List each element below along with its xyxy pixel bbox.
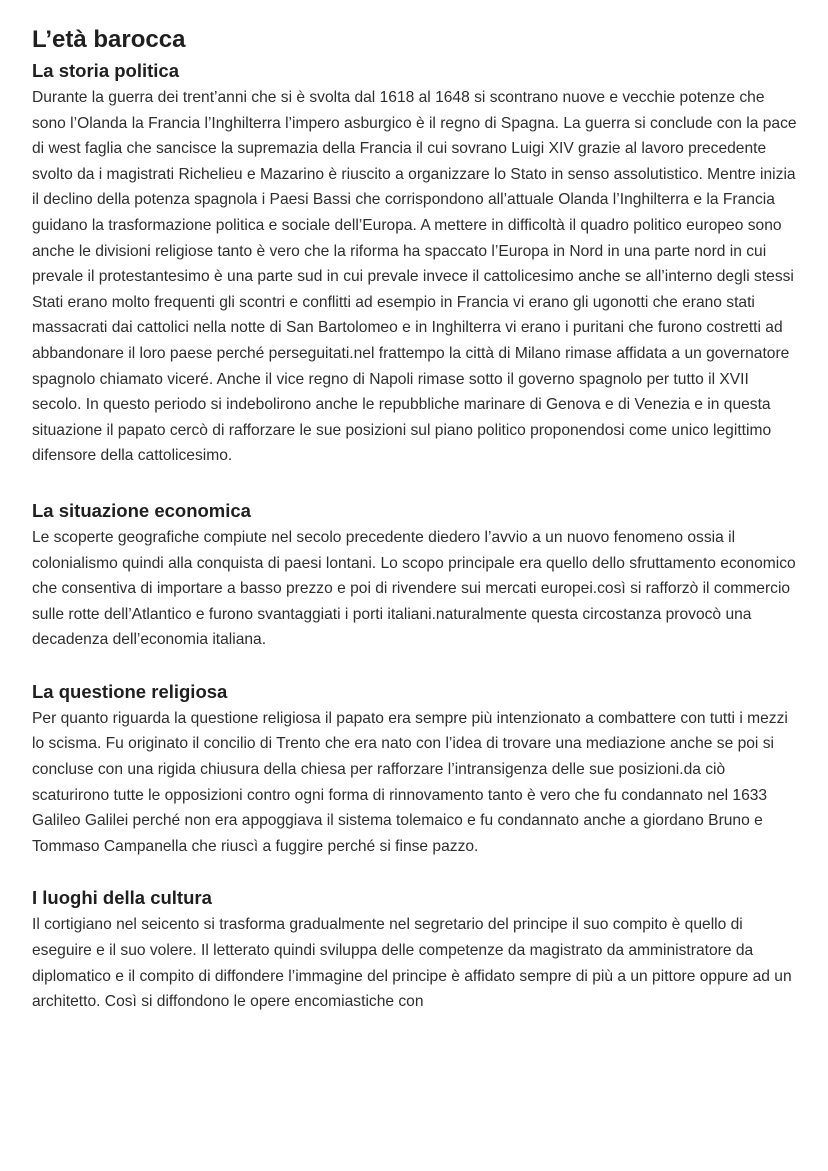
section-paragraph: Durante la guerra dei trent’anni che si è svolta dal 1618 al 1648 si scontrano nuove e vecchie potenze che sono l’Olanda la Francia l’Inghilterra l’impero asburgico è il regno di Spagna. La guerra si conclude con la pace di west faglia che sancisce la supremazia della Francia il cui sovrano Luigi XIV grazie al lavoro precedente svolto da i magistrati Richelieu e Mazarino è riuscito a organizzare lo Stato in senso assolutistico. Mentre inizia il declino della potenza spagnola i Paesi Bassi che corrispondono all’attuale Olanda l’Inghilterra e la Francia guidano la trasformazione politica e sociale dell’Europa. A mettere in difficoltà il quadro politico europeo sono anche le divisioni religiose tanto è vero che la riforma ha spaccato l’Europa in Nord in una parte nord in cui prevale il protestantesimo è una parte sud in cui prevale invece il cattolicesimo anche se all’interno degli stessi Stati erano molto frequenti gli scontri e conflitti ad esempio in Francia vi erano gli ugonotti che erano stati massacrati dai cattolici nella notte di San Bartolomeo e in Inghilterra vi erano i puritani che furono costretti ad abbandonare il loro paese perché perseguitati.nel frattempo la città di Milano rimase affidata a un governatore spagnolo chiamato viceré. Anche il vice regno di Napoli rimase sotto il governo spagnolo per tutto il XVII secolo. In questo periodo si indebolirono anche le repubbliche marinare di Genova e di Venezia e in questa situazione il papato cercò di rafforzare le sue posizioni sul piano politico proponendosi come unico legittimo difensore della cattolicesimo.	[32, 89, 797, 465]
section-situazione-economica	[32, 497, 802, 653]
section-paragraph: Il cortigiano nel seicento si trasforma gradualmente nel segretario del principe il suo compito è quello di eseguire e il suo volere. Il letterato quindi sviluppa delle competenze da magistrato da amministratore da diplomatico e il compito di diffondere l’immagine del principe è affidato sempre di più a un pittore oppure ad un architetto. Così si diffondono le opere encomiastiche con	[32, 916, 792, 1011]
section-storia-politica	[32, 57, 802, 469]
section-paragraph: Per quanto riguarda la questione religiosa il papato era sempre più intenzionato a combattere con tutti i mezzi lo scisma. Fu originato il concilio di Trento che era nato con l’idea di trovare una mediazione anche se poi si concluse con una rigida chiusura della chiesa per rafforzare l’intransigenza delle sue posizioni.da ciò scaturirono tutte le opposizioni contro ogni forma di rinnovamento tanto è vero che fu condannato nel 1633 Galileo Galilei perché non era appoggiava il sistema tolemaico e fu condannato anche a giordano Bruno e Tommaso Campanella che riuscì a fuggire perché si finse pazzo.	[32, 709, 788, 855]
section-luoghi-cultura	[32, 884, 802, 1014]
section-heading: La storia politica	[32, 60, 180, 81]
section-heading: La questione religiosa	[32, 680, 228, 702]
section-heading: La situazione economica	[32, 499, 251, 521]
section-heading: I luoghi della cultura	[32, 887, 212, 909]
section-paragraph: Le scoperte geografiche compiute nel secolo precedente diedero l’avvio a un nuovo fenomeno ossia il colonialismo quindi alla conquista di paesi lontani. Lo scopo principale era quello dello sfruttamento economico che consentiva di importare a basso prezzo e poi di rivendere sui mercati europei.così si rafforzò il commercio sulle rotte dell’Atlantico e furono svantaggiati i porti italiani.naturalmente questa circostanza provocò una decadenza dell’economia italiana.	[32, 528, 796, 649]
document-title: L’età barocca	[32, 26, 186, 53]
section-questione-religiosa	[32, 678, 802, 860]
